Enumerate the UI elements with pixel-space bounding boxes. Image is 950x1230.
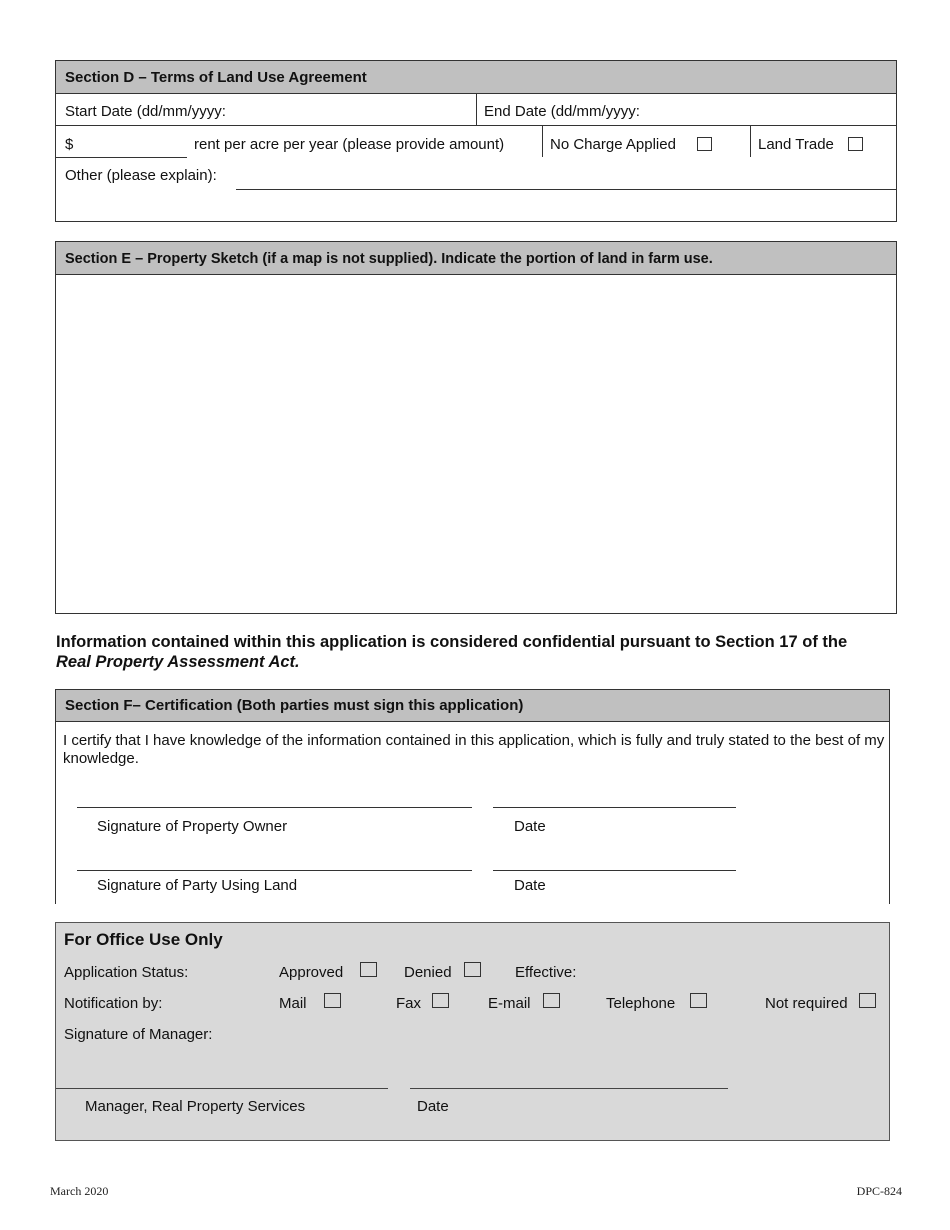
section-d-header <box>56 61 896 94</box>
owner-date-label: Date <box>514 818 546 835</box>
denied-label: Denied <box>404 964 452 981</box>
manager-date-line[interactable] <box>410 1088 728 1089</box>
effective-label: Effective: <box>515 964 577 981</box>
party-date-label: Date <box>514 877 546 894</box>
no-charge-checkbox[interactable] <box>697 137 712 151</box>
confidential-notice-act: Real Property Assessment Act. <box>56 653 300 671</box>
notification-label: Notification by: <box>64 995 163 1012</box>
owner-signature-line[interactable] <box>77 807 472 808</box>
email-checkbox[interactable] <box>543 993 560 1008</box>
section-e-box <box>55 241 897 614</box>
owner-signature-label: Signature of Property Owner <box>97 818 288 835</box>
certify-text: I certify that I have knowledge of the information contained in this application, which is fully and truly stated to the best of my knowledge. <box>63 732 885 767</box>
approved-checkbox[interactable] <box>360 962 377 977</box>
approved-label: Approved <box>279 964 344 981</box>
start-date-label: Start Date (dd/mm/yyyy: <box>65 103 226 120</box>
section-f-box <box>55 689 890 904</box>
section-f-title: Section F– Certification (Both parties must sign this application) <box>65 697 524 714</box>
denied-checkbox[interactable] <box>464 962 481 977</box>
telephone-checkbox[interactable] <box>690 993 707 1008</box>
other-label: Other (please explain): <box>65 167 217 184</box>
rent-label: rent per acre per year (please provide amount) <box>194 136 505 153</box>
not-required-label: Not required <box>765 995 848 1012</box>
footer-date: March 2020 <box>50 1184 109 1198</box>
section-f-header <box>56 690 889 722</box>
application-status-label: Application Status: <box>64 964 189 981</box>
confidential-notice-line1: Information contained within this application is considered confidential pursuant to Section 17 of the <box>56 633 848 651</box>
land-trade-checkbox[interactable] <box>848 137 863 151</box>
section-e-header <box>56 242 896 275</box>
no-charge-label: No Charge Applied <box>550 136 676 153</box>
party-signature-line[interactable] <box>77 870 472 871</box>
email-label: E-mail <box>488 995 531 1012</box>
not-required-checkbox[interactable] <box>859 993 876 1008</box>
manager-signature-label: Signature of Manager: <box>64 1026 213 1043</box>
rent-amount-field[interactable] <box>56 157 187 158</box>
dollar-sign: $ <box>65 136 74 153</box>
section-d-box <box>55 60 897 222</box>
fax-checkbox[interactable] <box>432 993 449 1008</box>
land-trade-label: Land Trade <box>758 136 834 153</box>
office-use-box <box>55 922 890 1141</box>
owner-date-line[interactable] <box>493 807 736 808</box>
footer-form-number: DPC-824 <box>856 1184 902 1198</box>
section-e-title: Section E – Property Sketch (if a map is not supplied). Indicate the portion of land in farm use. <box>65 251 713 267</box>
manager-signature-line[interactable] <box>56 1088 388 1089</box>
fax-label: Fax <box>396 995 422 1012</box>
mail-label: Mail <box>279 995 307 1012</box>
telephone-label: Telephone <box>606 995 676 1012</box>
office-use-title: For Office Use Only <box>64 930 223 949</box>
manager-date-label: Date <box>417 1098 449 1115</box>
party-signature-label: Signature of Party Using Land <box>97 877 298 894</box>
manager-title-label: Manager, Real Property Services <box>85 1098 306 1115</box>
party-date-line[interactable] <box>493 870 736 871</box>
section-d-title: Section D – Terms of Land Use Agreement <box>65 69 367 86</box>
mail-checkbox[interactable] <box>324 993 341 1008</box>
end-date-label: End Date (dd/mm/yyyy: <box>484 103 640 120</box>
property-sketch-area[interactable] <box>56 275 896 613</box>
